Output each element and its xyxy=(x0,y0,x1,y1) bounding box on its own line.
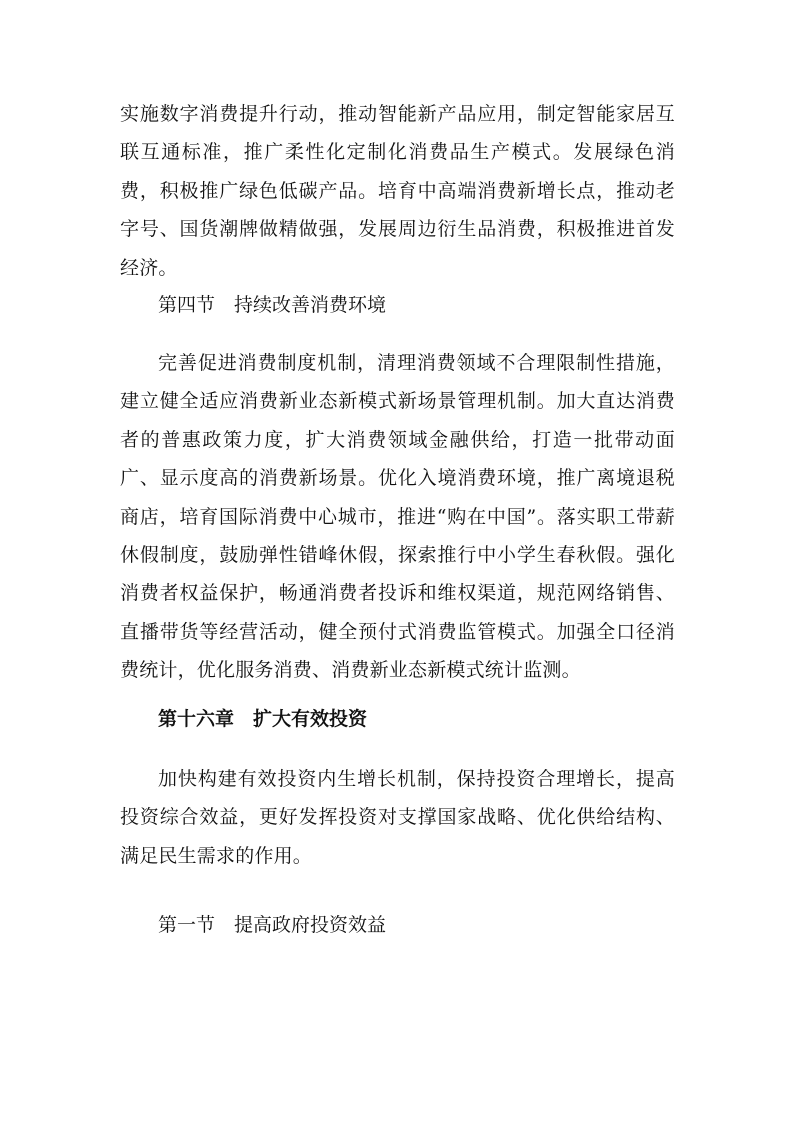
section-heading-consumption-environment: 第四节 持续改善消费环境 xyxy=(158,294,387,316)
paragraph-consumption-environment: 完善促进消费制度机制，清理消费领域不合理限制性措施，建立健全适应消费新业态新模式新场景管理机制。加大直达消费者的普惠政策力度，扩大消费领域金融供给，打造一批带动面广、显示度高的消费新场景。优化入境消费环境，推广离境退税商店，培育国际消费中心城市，推进“购在中国”。落实职工带薪休假制度，鼓励弹性错峰休假，探索推行中小学生春秋假。强化消费者权益保护，畅通消费者投诉和维权渠道，规范网络销售、直播带货等经营活动，健全预付式消费监管模式。加强全口径消费统计，优化服务消费、消费新业态新模式统计监测。 xyxy=(120,352,675,682)
paragraph-investment-mechanism: 加快构建有效投资内生增长机制，保持投资合理增长，提高投资综合效益，更好发挥投资对支撑国家战略、优化供给结构、满足民生需求的作用。 xyxy=(120,768,675,867)
chapter-heading-effective-investment: 第十六章 扩大有效投资 xyxy=(158,708,368,730)
paragraph-digital-consumption: 实施数字消费提升行动，推动智能新产品应用，制定智能家居互联互通标准，推广柔性化定制化消费品生产模式。发展绿色消费，积极推广绿色低碳产品。培育中高端消费新增长点，推动老字号、国货潮牌做精做强，发展周边衍生品消费，积极推进首发经济。 xyxy=(120,103,675,279)
section-heading-government-investment: 第一节 提高政府投资效益 xyxy=(158,914,387,936)
